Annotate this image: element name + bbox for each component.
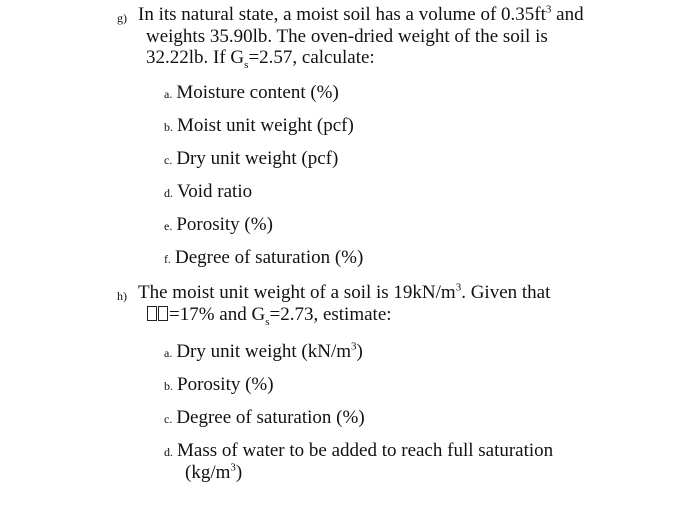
- problem-g-label: g): [117, 11, 127, 25]
- problem-g-line-1: In its natural state, a moist soil has a volume of $0.35ft^3$ and: [138, 3, 584, 25]
- missing-glyph-box: [158, 306, 168, 321]
- problem-h-item-c: c. Degree of saturation (%): [164, 407, 365, 428]
- problem-h-label: h): [117, 289, 127, 303]
- problem-h-line-1: The moist unit weight of a soil is $19kN/m^3$. Given that: [138, 281, 551, 303]
- problem-g-item-e: e. Porosity (%): [164, 214, 273, 235]
- problem-h-line-2: =17% and $G_s=2.73$, estimate:: [147, 304, 392, 326]
- problem-h-item-d-continuation: $(kg/m^3)$: [185, 461, 243, 483]
- problem-g-line-2: weights 35.90lb. The oven-dried weight of the soil is: [146, 26, 548, 47]
- problem-g-line-3: 32.22lb. If $G_s=2.57$, calculate:: [146, 47, 375, 71]
- problem-h-item-b: b. Porosity (%): [164, 374, 274, 395]
- problem-g-item-c: c. Dry unit weight (pcf): [164, 148, 339, 169]
- problem-h-item-a: a. Dry unit weight $(kN/m^3)$: [164, 340, 363, 362]
- problem-g-item-f: f. Degree of saturation (%): [164, 247, 364, 268]
- problem-g-item-a: a. Moisture content (%): [164, 82, 339, 103]
- problem-g-item-d: d. Void ratio: [164, 181, 253, 202]
- problem-h-item-d: d. Mass of water to be added to reach full saturation: [164, 440, 554, 461]
- problem-g-item-b: b. Moist unit weight (pcf): [164, 115, 354, 136]
- missing-glyph-box: [147, 306, 157, 321]
